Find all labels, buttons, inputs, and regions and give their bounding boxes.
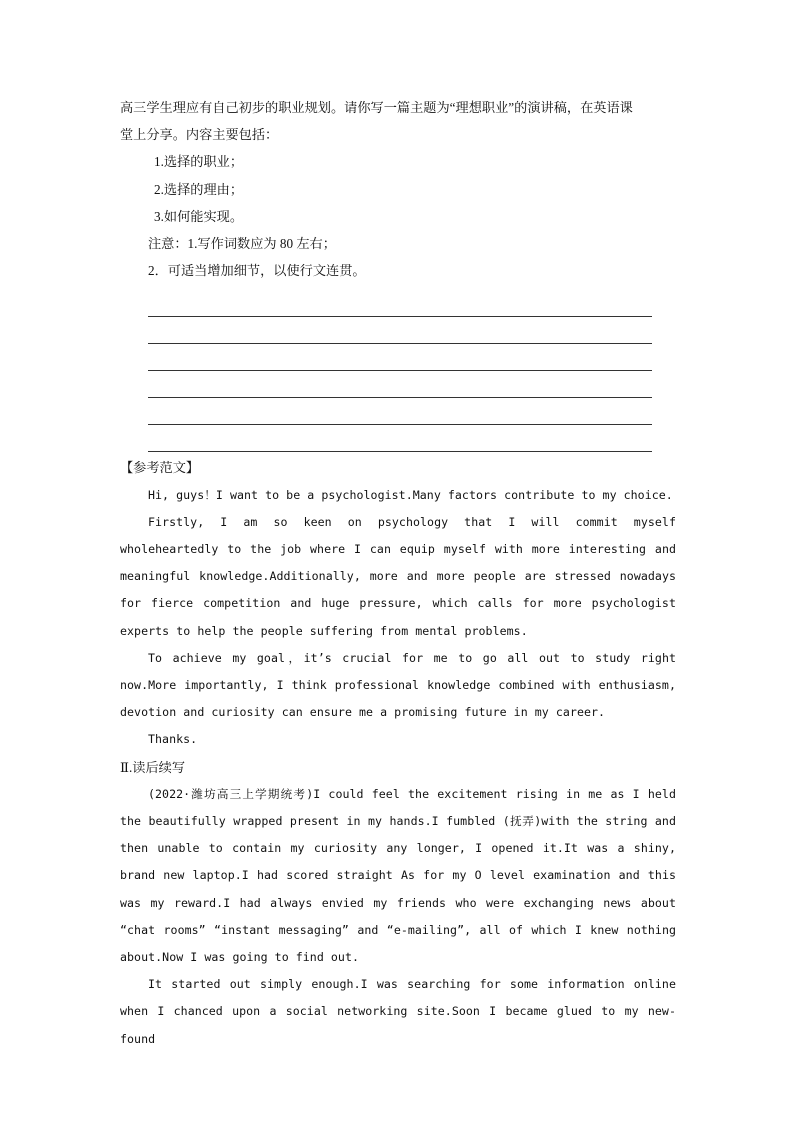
section2-paragraph-2: It started out simply enough.I was searching for some information online when I chanced upon a social networking site.Soon I became glued to my new-found	[120, 977, 676, 1046]
writing-line[interactable]	[148, 398, 652, 425]
section2-paragraph-1: (2022·潍坊高三上学期统考)I could feel the excitement rising in me as I held the beautifully wrapped present in my hands.I fumbled (抚弄)with the string and then unable to contain my curiosity any longer, I opened it.It was a shiny, brand new laptop.I had scored straight As for my O level examination and this was my reward.I had always envied my friends who were exchanging news about “chat rooms” “instant messaging” and “e-mailing”, all of which I knew nothing about.Now I was going to find out.	[120, 786, 676, 965]
section2-title: Ⅱ.读后续写	[120, 759, 186, 775]
writing-lines	[148, 290, 652, 452]
writing-line[interactable]	[148, 317, 652, 344]
sample-paragraph-1: Hi, guys！I want to be a psychologist.Many factors contribute to my choice.	[148, 487, 673, 502]
sample-paragraph-3: To achieve my goal，it’s crucial for me to go all out to study right now.More importantly, I think professional knowledge combined with enthusiasm, devotion and curiosity can ensure me a promising future in my career.	[120, 650, 676, 720]
task-point-3: 3.如何能实现。	[154, 208, 244, 224]
sample-paragraph-4: Thanks.	[148, 732, 198, 747]
task-point-1: 1.选择的职业；	[154, 154, 244, 170]
writing-line[interactable]	[148, 290, 652, 317]
task-prompt-line-2: 堂上分享。内容主要包括：	[120, 127, 279, 143]
document-page	[120, 94, 676, 1053]
writing-line[interactable]	[148, 425, 652, 452]
task-prompt-line-1: 高三学生理应有自己初步的职业规划。请你写一篇主题为“理想职业”的演讲稿，在英语课	[120, 100, 633, 115]
writing-line[interactable]	[148, 371, 652, 398]
task-note-1: 注意：1.写作词数应为 80 左右；	[148, 236, 336, 252]
sample-heading: 【参考范文】	[120, 460, 200, 476]
task-note-2: 2．可适当增加细节，以使行文连贯。	[148, 263, 366, 279]
writing-line[interactable]	[148, 344, 652, 371]
sample-paragraph-2: Firstly, I am so keen on psychology that I will commit myself wholeheartedly to the job where I can equip myself with more interesting and meaningful knowledge.Additionally, more and more people are stressed nowadays for fierce competition and huge pressure, which calls for more psychologist experts to help the people suffering from mental problems.	[120, 514, 676, 638]
task-point-2: 2.选择的理由；	[154, 181, 244, 197]
